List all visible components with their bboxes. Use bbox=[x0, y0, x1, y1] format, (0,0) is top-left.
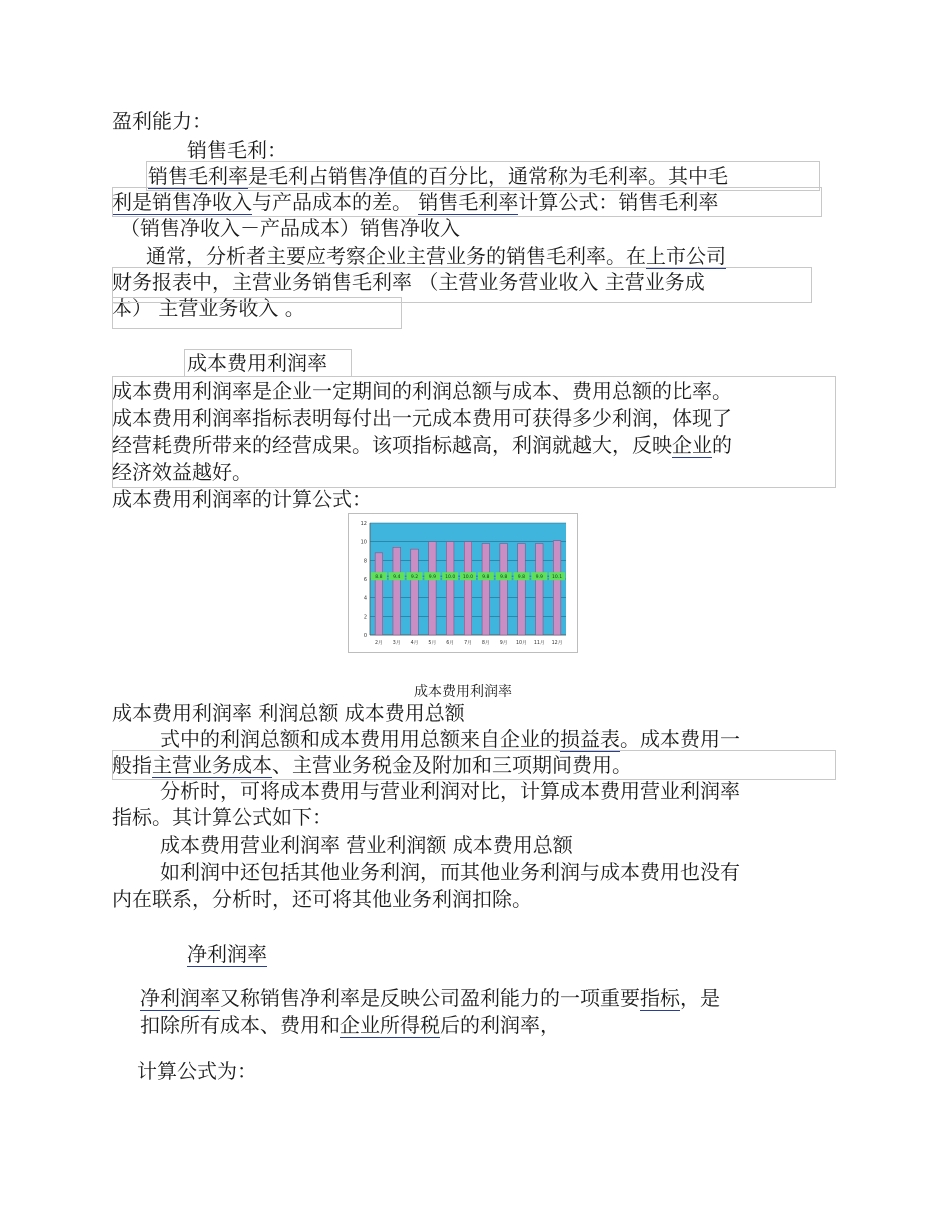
paragraph-line bbox=[112, 752, 632, 778]
text-run: 后的利润率， bbox=[440, 1013, 560, 1037]
data-label: 9.4 bbox=[393, 575, 401, 581]
x-tick-label: 9月 bbox=[499, 641, 508, 646]
x-tick-label: 5月 bbox=[428, 641, 437, 646]
text-run: 与产品成本的差。 bbox=[252, 190, 412, 214]
text-run: 通常，分析者主要应考察企业主营业务的销售毛利率。在 bbox=[146, 244, 646, 268]
paragraph-line bbox=[140, 985, 720, 1011]
paragraph-line: 分析时，可将成本费用与营业利润对比，计算成本费用营业利润率 bbox=[160, 779, 740, 803]
paragraph-line: 成本费用利润率是企业一定期间的利润总额与成本、费用总额的比率。 bbox=[112, 379, 732, 403]
x-tick-label: 3月 bbox=[392, 641, 401, 646]
bar bbox=[551, 541, 563, 635]
formula-gross-margin: （销售净收入－产品成本）销售净收入 bbox=[120, 216, 460, 240]
bar bbox=[482, 544, 489, 635]
x-tick-label: 10月 bbox=[516, 641, 527, 646]
text-run: 又称销售净利率是反映公司盈利能力的一项重要 bbox=[220, 986, 640, 1010]
term-net-sales-revenue: 利是销售净收入 bbox=[112, 190, 252, 214]
subheading-net-margin bbox=[187, 941, 267, 967]
data-label: 9.8 bbox=[482, 575, 490, 581]
bar bbox=[375, 553, 382, 635]
paragraph-line bbox=[148, 163, 728, 189]
paragraph-line bbox=[112, 189, 718, 215]
text-run: ，是 bbox=[680, 986, 720, 1010]
paragraph-line: 内在联系，分析时，还可将其他业务利润扣除。 bbox=[112, 887, 532, 911]
data-label: 10.1 bbox=[551, 575, 563, 581]
formula-intro: 成本费用利润率的计算公式： bbox=[112, 487, 372, 511]
x-tick-label: 7月 bbox=[464, 641, 472, 646]
data-label: 9.9 bbox=[535, 575, 543, 581]
data-label: 9.9 bbox=[428, 575, 437, 581]
text-run: 计算公式：销售毛利率 bbox=[518, 190, 719, 214]
chart-caption: 成本费用利润率 bbox=[414, 684, 512, 700]
x-tick-label: 12月 bbox=[551, 641, 563, 646]
paragraph-line: 成本费用利润率指标表明每付出一元成本费用可获得多少利润，体现了 bbox=[112, 406, 732, 430]
paragraph-line: 经济效益越好。 bbox=[112, 460, 252, 484]
text-run: 、主营业务税金及附加和三项期间费用。 bbox=[272, 753, 632, 777]
y-tick-label: 8 bbox=[363, 558, 367, 565]
cost-profit-chart bbox=[348, 513, 578, 653]
formula-cost-operating-profit: 成本费用营业利润率 营业利润额 成本费用总额 bbox=[160, 833, 573, 857]
y-tick-label: 4 bbox=[363, 595, 367, 602]
x-tick-label: 4月 bbox=[410, 641, 419, 646]
paragraph-line bbox=[140, 1012, 560, 1038]
term-gross-margin-rate: 销售毛利率 bbox=[148, 164, 248, 188]
bar bbox=[500, 544, 507, 635]
term-listed-company: 上市公司 bbox=[646, 244, 726, 268]
paragraph-line bbox=[112, 432, 732, 458]
subheading-cost-profit-ratio: 成本费用利润率 bbox=[187, 351, 327, 375]
text-run: 式中的利润总额和成本费用用总额来自企业的 bbox=[160, 727, 560, 751]
paragraph-line bbox=[146, 243, 726, 269]
y-tick-label: 2 bbox=[363, 614, 367, 621]
bar bbox=[411, 549, 418, 635]
data-label: 10.0 bbox=[462, 575, 474, 581]
x-tick-label: 11月 bbox=[533, 641, 545, 646]
subheading-gross-margin: 销售毛利： bbox=[187, 138, 287, 162]
bar bbox=[518, 544, 525, 635]
bar bbox=[393, 547, 400, 635]
data-label: 8.8 bbox=[375, 575, 383, 581]
term-indicator: 指标 bbox=[640, 986, 680, 1010]
text-run: 扣除所有成本、费用和 bbox=[140, 1013, 340, 1037]
x-tick-label: 6月 bbox=[446, 641, 455, 646]
y-tick-label: 6 bbox=[363, 577, 367, 583]
paragraph-line: 如利润中还包括其他业务利润，而其他业务利润与成本费用也没有 bbox=[160, 860, 740, 884]
paragraph-line: 财务报表中，主营业务销售毛利率 （主营业务营业收入 主营业务成 bbox=[112, 270, 705, 294]
heading-text: 净利润率 bbox=[187, 942, 267, 966]
text-run: 经营耗费所带来的经营成果。该项指标越高，利润就越大，反映 bbox=[112, 433, 672, 457]
data-label: 9.8 bbox=[499, 575, 508, 581]
data-label: 10.0 bbox=[445, 575, 456, 581]
formula-cost-profit-ratio: 成本费用利润率 利润总额 成本费用总额 bbox=[112, 701, 465, 725]
term-income-statement: 损益表 bbox=[560, 727, 620, 751]
text-run: 的 bbox=[712, 433, 732, 457]
term-main-business-cost: 主营业务成本 bbox=[152, 753, 272, 777]
bar bbox=[429, 542, 436, 635]
paragraph-line bbox=[160, 726, 740, 752]
bar bbox=[445, 542, 456, 635]
term-net-profit-rate: 净利润率 bbox=[140, 986, 220, 1010]
term-enterprise: 企业 bbox=[672, 433, 712, 457]
bar bbox=[536, 544, 543, 635]
term-gross-margin-rate-2: 销售毛利率 bbox=[418, 190, 519, 214]
paragraph-line: 指标。其计算公式如下： bbox=[112, 805, 332, 829]
data-label: 9.2 bbox=[410, 575, 419, 581]
x-tick-label: 2月 bbox=[374, 641, 383, 646]
section-heading-profitability: 盈利能力： bbox=[112, 109, 212, 133]
y-tick-label: 0 bbox=[363, 633, 367, 639]
y-tick-label: 10 bbox=[360, 539, 367, 546]
x-tick-label: 8月 bbox=[481, 641, 490, 646]
formula-intro-net: 计算公式为： bbox=[137, 1059, 257, 1083]
text-run: 般指 bbox=[112, 753, 152, 777]
text-run: 。成本费用一 bbox=[620, 727, 740, 751]
term-corporate-income-tax: 企业所得税 bbox=[340, 1013, 440, 1037]
bar bbox=[462, 542, 474, 635]
y-tick-label: 12 bbox=[360, 521, 367, 527]
paragraph-line: 本） 主营业务收入 。 bbox=[112, 296, 305, 320]
text-run: 是毛利占销售净值的百分比，通常称为毛利率。其中毛 bbox=[248, 164, 728, 188]
data-label: 9.8 bbox=[517, 575, 526, 581]
